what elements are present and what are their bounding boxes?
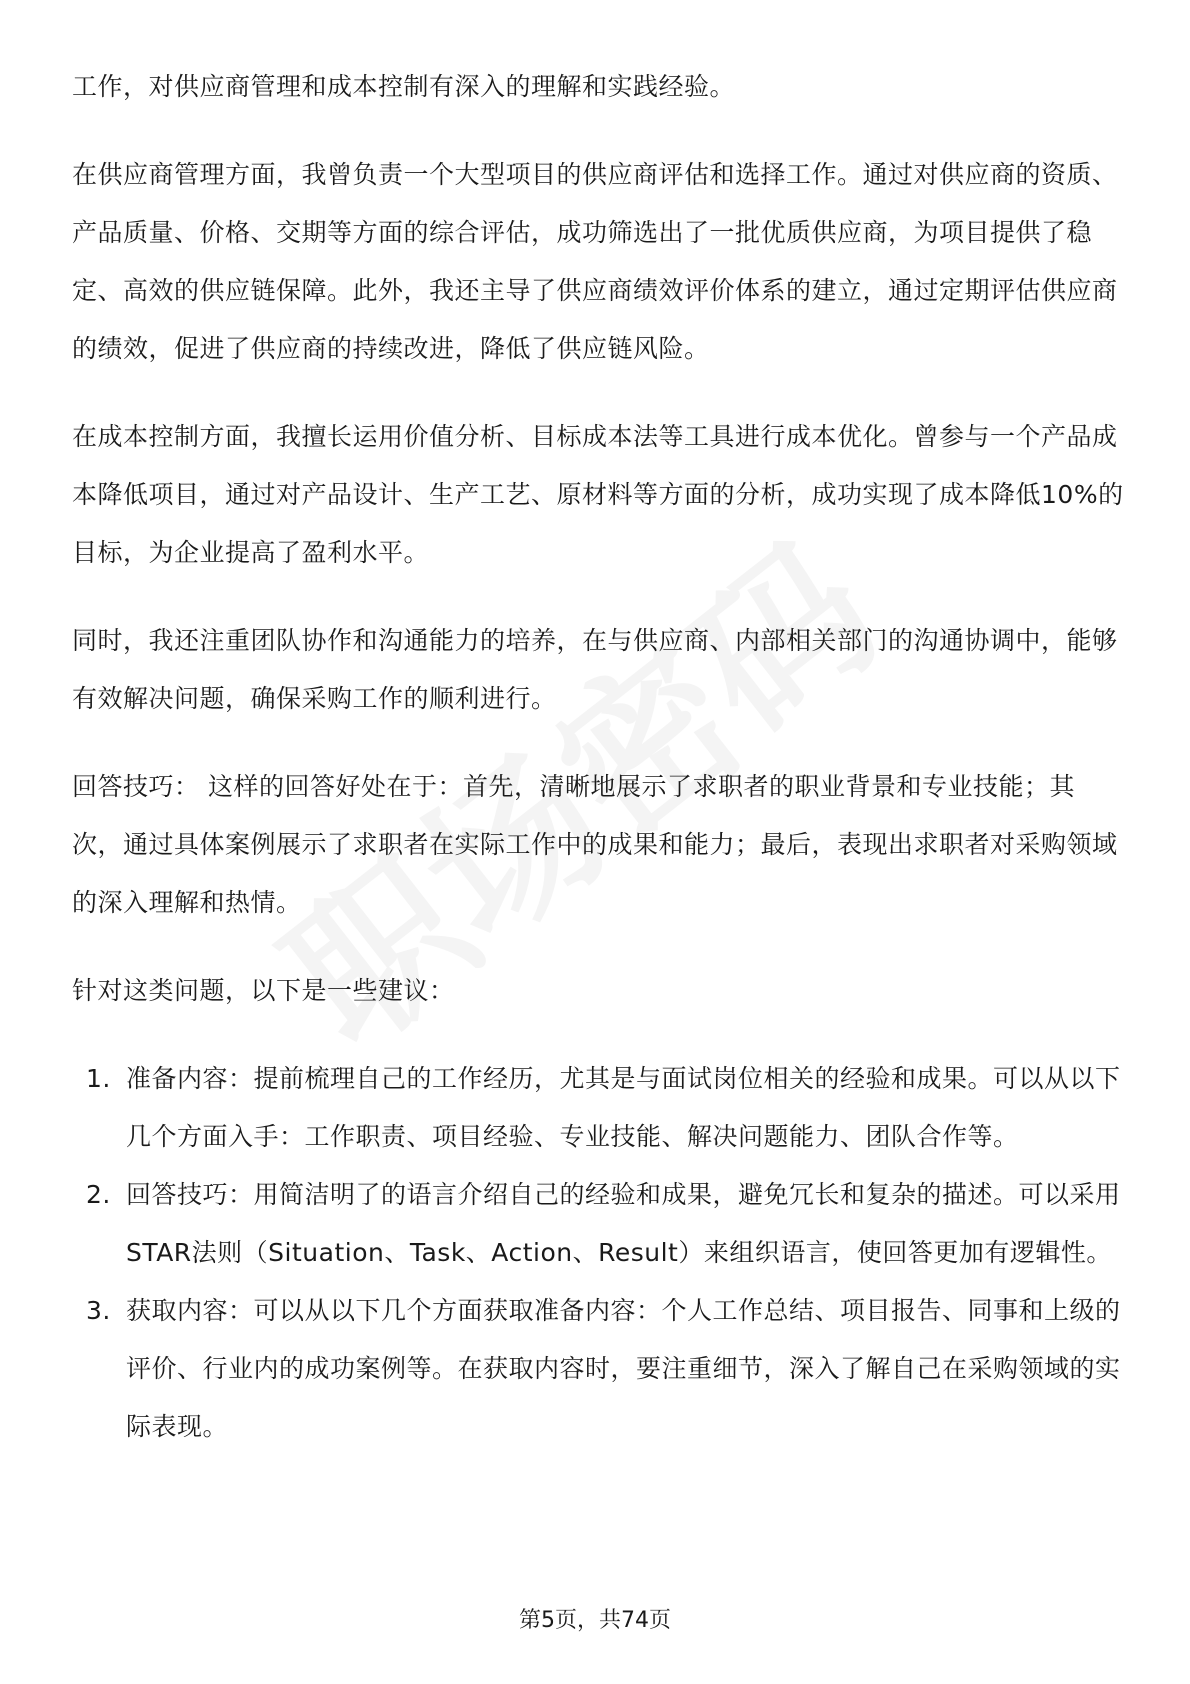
- paragraph-suggestions-intro: 针对这类问题，以下是一些建议：: [72, 976, 455, 1005]
- list-item: [72, 1050, 1124, 1166]
- list-number: 1.: [86, 1064, 111, 1093]
- list-number: 3.: [86, 1296, 111, 1325]
- list-item: [72, 1166, 1124, 1282]
- list-text: 回答技巧：用简洁明了的语言介绍自己的经验和成果，避免冗长和复杂的描述。可以采用STAR法则（Situation、Task、Action、Result）来组织语言，使回答更加有逻辑性。: [126, 1180, 1121, 1267]
- list-text: 获取内容：可以从以下几个方面获取准备内容：个人工作总结、项目报告、同事和上级的评价、行业内的成功案例等。在获取内容时，要注重细节，深入了解自己在采购领域的实际表现。: [126, 1296, 1121, 1441]
- paragraph-intro: 工作，对供应商管理和成本控制有深入的理解和实践经验。: [72, 72, 736, 101]
- page-content: [72, 58, 1124, 1456]
- paragraph-teamwork: 同时，我还注重团队协作和沟通能力的培养，在与供应商、内部相关部门的沟通协调中，能够有效解决问题，确保采购工作的顺利进行。: [72, 626, 1118, 713]
- list-text: 准备内容：提前梳理自己的工作经历，尤其是与面试岗位相关的经验和成果。可以从以下几个方面入手：工作职责、项目经验、专业技能、解决问题能力、团队合作等。: [126, 1064, 1121, 1151]
- paragraph-supplier-management: 在供应商管理方面，我曾负责一个大型项目的供应商评估和选择工作。通过对供应商的资质、产品质量、价格、交期等方面的综合评估，成功筛选出了一批优质供应商，为项目提供了稳定、高效的供应链保障。此外，我还主导了供应商绩效评价体系的建立，通过定期评估供应商的绩效，促进了供应商的持续改进，降低了供应链风险。: [72, 160, 1118, 363]
- list-item: [72, 1282, 1124, 1456]
- paragraph-cost-control: 在成本控制方面，我擅长运用价值分析、目标成本法等工具进行成本优化。曾参与一个产品成本降低项目，通过对产品设计、生产工艺、原材料等方面的分析，成功实现了成本降低10%的目标，为企业提高了盈利水平。: [72, 422, 1124, 567]
- page-number-footer: 第5页，共74页: [519, 1608, 671, 1633]
- suggestion-list: [72, 1050, 1124, 1456]
- paragraph-answer-tips: 回答技巧： 这样的回答好处在于：首先，清晰地展示了求职者的职业背景和专业技能；其次，通过具体案例展示了求职者在实际工作中的成果和能力；最后，表现出求职者对采购领域的深入理解和热情。: [72, 772, 1118, 917]
- list-number: 2.: [86, 1180, 111, 1209]
